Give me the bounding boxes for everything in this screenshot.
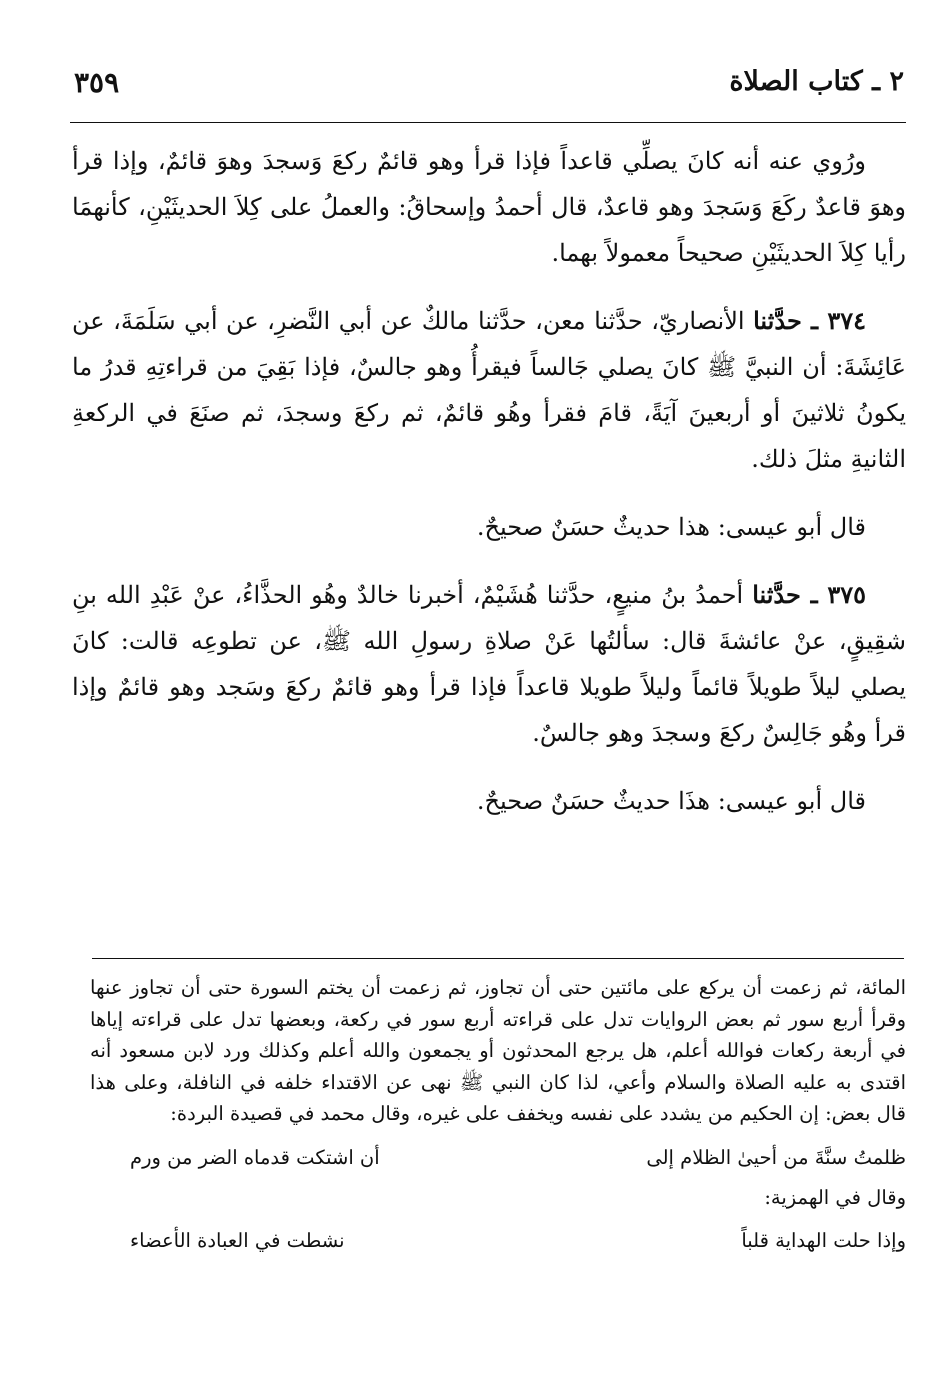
hadith-374-text: الأنصاريّ، حدَّثنا معن، حدَّثنا مالكٌ عن أبي النَّضرِ، عن أبي سَلَمَةَ، عن عَائِشَةَ: أن النبيَّ ﷺ كانَ يصلي جَالساً فيقرأُ وهو جالسٌ، فإذا بَقِيَ من قراءتِهِ قدرُ ما يكونُ ثلاثينَ أو أربعينَ آيَةً، قامَ فقرأ وهُو قائمٌ، ثم ركعَ وسجدَ، ثم صنَعَ في الركعةِ الثانيةِ مثلَ ذلك. — [72, 307, 906, 473]
footnote — [90, 972, 906, 1265]
chapter-title: ٢ ـ كتاب الصلاة — [729, 66, 904, 97]
header-divider — [70, 122, 906, 123]
hadith-375-text: أحمدُ بنُ منيعٍ، حدَّثنا هُشَيْمٌ، أخبرنا خالدٌ وهُو الحذَّاءُ، عنْ عَبْدِ الله بنِ شقِيقٍ، عنْ عائشةَ قال: سألتُها عَنْ صلاةِ رسولِ الله ﷺ، عن تطوعِه قالت: كانَ يصلي ليلاً طويلاً قائماً وليلاً طويلا قاعداً فإذا قرأ وهو قائمٌ ركعَ وسَجد وهو قائمٌ وإذا قرأ وهُو جَالِسٌ ركعَ وسجدَ وهو جالسٌ. — [72, 581, 906, 747]
hadith-375-number: ٣٧٥ ـ حدَّثنا — [752, 580, 866, 609]
page-header — [74, 66, 904, 116]
verse-burda-second-hemistich: أن اشتكت قدماه الضر من ورم — [130, 1145, 380, 1169]
grading-374: قال أبو عيسى: هذا حديثٌ حسَنٌ صحيحٌ. — [476, 513, 866, 541]
grading-375: قال أبو عيسى: هذَا حديثٌ حسَنٌ صحيحٌ. — [476, 787, 866, 815]
hadith-374-number: ٣٧٤ ـ حدَّثنا — [753, 306, 866, 335]
verse-hamziyya-first-hemistich: وإذا حلت الهداية قلباً — [741, 1229, 906, 1253]
footnote-divider — [92, 958, 904, 959]
main-text — [72, 138, 906, 824]
footnote-text: المائة، ثم زعمت أن يركع على مائتين حتى أن تجاوز، ثم زعمت أن يختم السورة حتى أن تجاوز عنها وقرأ أربع سور ثم بعض الروايات تدل على قراءته أربع سور في ركعة، وبعضها تدل على قراءته إياها في أربعة ركعات فوالله أعلم، هل يرجع المحدثون أو يجمعون والله أعلم وكذلك ورد لابن مسعود أنه اقتدى به عليه الصلاة والسلام وأعي، لذا كان النبي ﷺ نهى عن الاقتداء خلفه في النافلة، وعلى هذا قال بعض: إن الحكيم من يشدد على نفسه ويخفف على غيره، وقال محمد في قصيدة البردة: — [90, 976, 906, 1126]
hamziyya-intro: وقال في الهمزية: — [764, 1185, 906, 1209]
verse-hamziyya-second-hemistich: نشطت في العبادة الأعضاء — [130, 1229, 345, 1253]
hadith-374 — [72, 298, 906, 482]
verse-burda — [90, 1142, 906, 1174]
verse-hamziyya — [90, 1225, 906, 1257]
verse-burda-first-hemistich: ظلمتُ سنَّةَ من أحيىٰ الظلام إلى — [646, 1145, 906, 1169]
paragraph-narration: ورُوي عنه أنه كانَ يصلِّي قاعداً فإذا قرأ وهو قائمٌ ركعَ وَسجدَ وهوَ قائمٌ، وإذا قرأ وهوَ قاعدٌ ركَعَ وَسَجدَ وهو قاعدٌ، قال أحمدُ وإسحاقُ: والعملُ على كِلاَ الحديثَيْنِ، كأنهمَا رأيا كِلاَ الحديثَيْنِ صحيحاً معمولاً بهما. — [72, 147, 906, 267]
hadith-375 — [72, 572, 906, 756]
page-number: ٣٥٩ — [74, 66, 120, 99]
